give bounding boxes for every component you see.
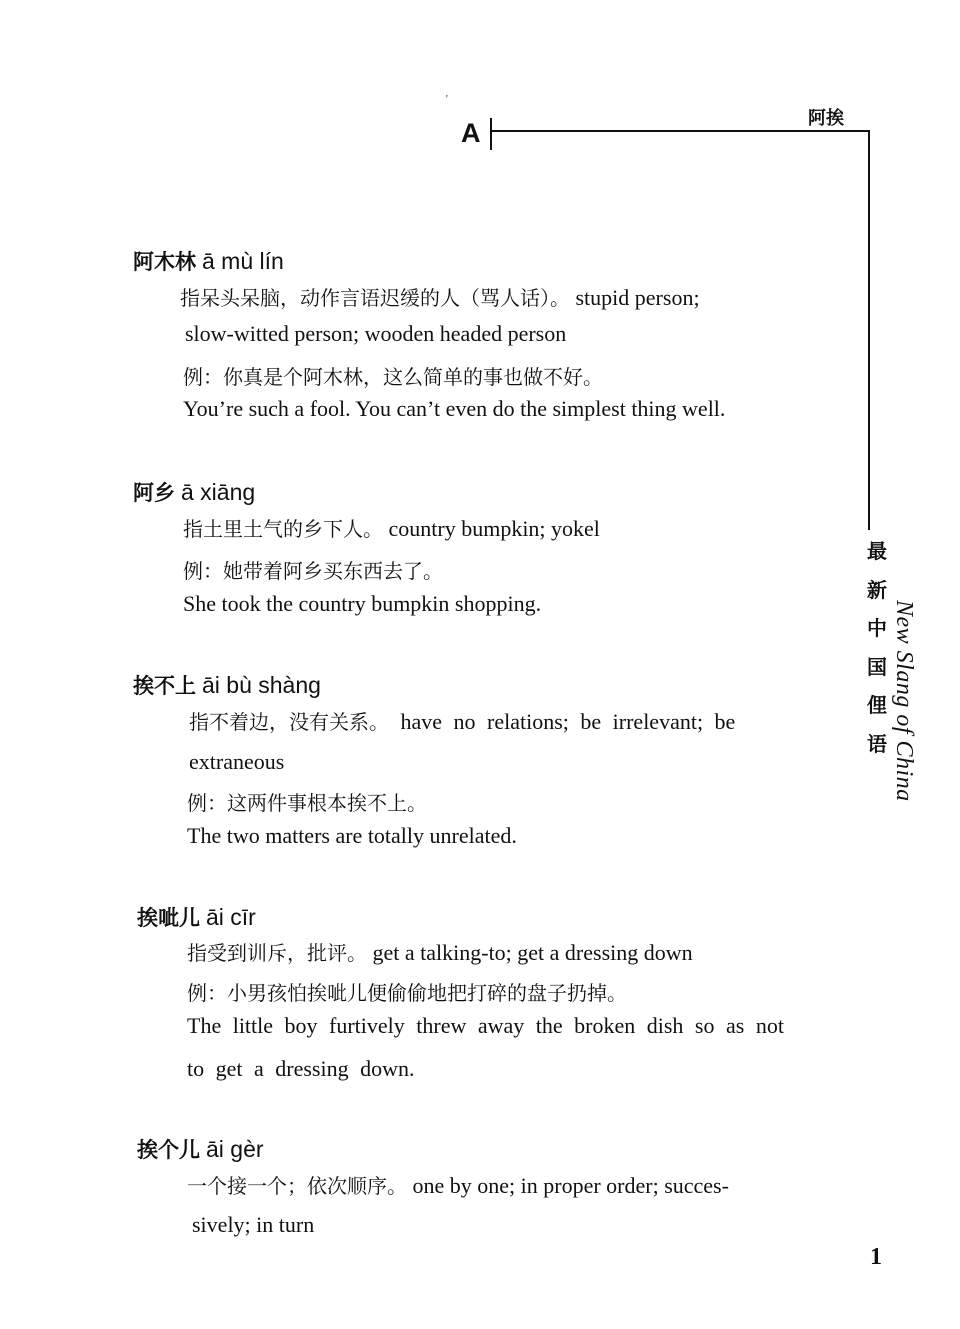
- section-letter: A: [461, 118, 481, 148]
- sidebar-char: 语: [867, 731, 887, 756]
- headword: [137, 1134, 264, 1165]
- headword-pinyin: āi gèr: [206, 1136, 264, 1162]
- definition-line: [189, 706, 735, 735]
- definition-en: have no relations; be irrelevant; be: [400, 709, 736, 734]
- example-cn: 例：你真是个阿木林，这么简单的事也做不好。: [183, 365, 603, 389]
- sidebar-char: 国: [867, 654, 887, 679]
- entry: [133, 246, 284, 277]
- headword: [133, 477, 255, 508]
- example-en: The little boy furtively threw away the broken dish so as not: [187, 1013, 784, 1038]
- definition-en: country bumpkin; yokel: [388, 516, 600, 541]
- sidebar-title-en: New Slang of China: [891, 600, 917, 802]
- page-number: 1: [870, 1244, 882, 1270]
- definition-cn: 指土里土气的乡下人。: [183, 517, 383, 541]
- definition-cn: 一个接一个；依次顺序。: [187, 1174, 407, 1198]
- headword: [137, 902, 256, 933]
- definition-line: [192, 1212, 314, 1238]
- running-head: 阿挨: [808, 108, 844, 129]
- headword-pinyin: āi cīr: [206, 904, 256, 930]
- headword: [133, 670, 321, 701]
- headword-pinyin: ā xiāng: [181, 479, 256, 505]
- definition-line: [185, 321, 566, 347]
- definition-en: sively; in turn: [192, 1212, 315, 1237]
- side-rule: [868, 130, 870, 530]
- header-rule: [491, 130, 869, 132]
- example-en: to get a dressing down.: [187, 1056, 415, 1081]
- definition-en: slow-witted person; wooden headed person: [185, 321, 567, 346]
- entry: [133, 477, 255, 508]
- entry: [137, 1134, 264, 1165]
- headword: [133, 246, 284, 277]
- headword-pinyin: ā mù lín: [202, 248, 284, 274]
- example-en: The two matters are totally unrelated.: [187, 823, 517, 848]
- example-en: She took the country bumpkin shopping.: [183, 591, 542, 616]
- definition-en: stupid person;: [575, 285, 700, 310]
- definition-cn: 指不着边，没有关系。: [189, 710, 389, 734]
- sidebar-char: 新: [867, 577, 887, 602]
- definition-line: [187, 1170, 729, 1199]
- definition-line: [187, 937, 693, 966]
- definition-en: one by one; in proper order; succes-: [412, 1173, 729, 1198]
- example-en: You’re such a fool. You can’t even do the simplest thing well.: [183, 396, 726, 421]
- headword-hanzi: 挨个儿: [137, 1138, 200, 1162]
- definition-line: [183, 513, 600, 542]
- sidebar-char: 中: [867, 616, 887, 640]
- headword-hanzi: 阿乡: [133, 481, 175, 505]
- headword-hanzi: 挨呲儿: [137, 906, 200, 930]
- definition-en: get a talking-to; get a dressing down: [372, 940, 693, 965]
- headword-hanzi: 挨不上: [133, 674, 196, 698]
- example-cn: 例：这两件事根本挨不上。: [187, 791, 427, 815]
- sidebar-char: 最: [867, 539, 887, 563]
- stray-mark: ': [446, 94, 448, 105]
- headword-pinyin: āi bù shàng: [202, 672, 321, 698]
- example-cn: 例：她带着阿乡买东西去了。: [183, 559, 443, 583]
- definition-cn: 指受到训斥，批评。: [187, 941, 367, 965]
- definition-en: extraneous: [189, 749, 285, 774]
- definition-cn: 指呆头呆脑，动作言语迟缓的人（骂人话）。: [180, 286, 570, 310]
- sidebar-char: 俚: [867, 693, 887, 717]
- header-rule-tick: [490, 118, 492, 150]
- definition-line: [189, 749, 284, 775]
- entry: [133, 670, 321, 701]
- headword-hanzi: 阿木林: [133, 250, 196, 274]
- definition-line: [180, 282, 700, 311]
- entry: [137, 902, 256, 933]
- sidebar-title-cn: [866, 532, 888, 763]
- example-cn: 例：小男孩怕挨呲儿便偷偷地把打碎的盘子扔掉。: [187, 981, 627, 1005]
